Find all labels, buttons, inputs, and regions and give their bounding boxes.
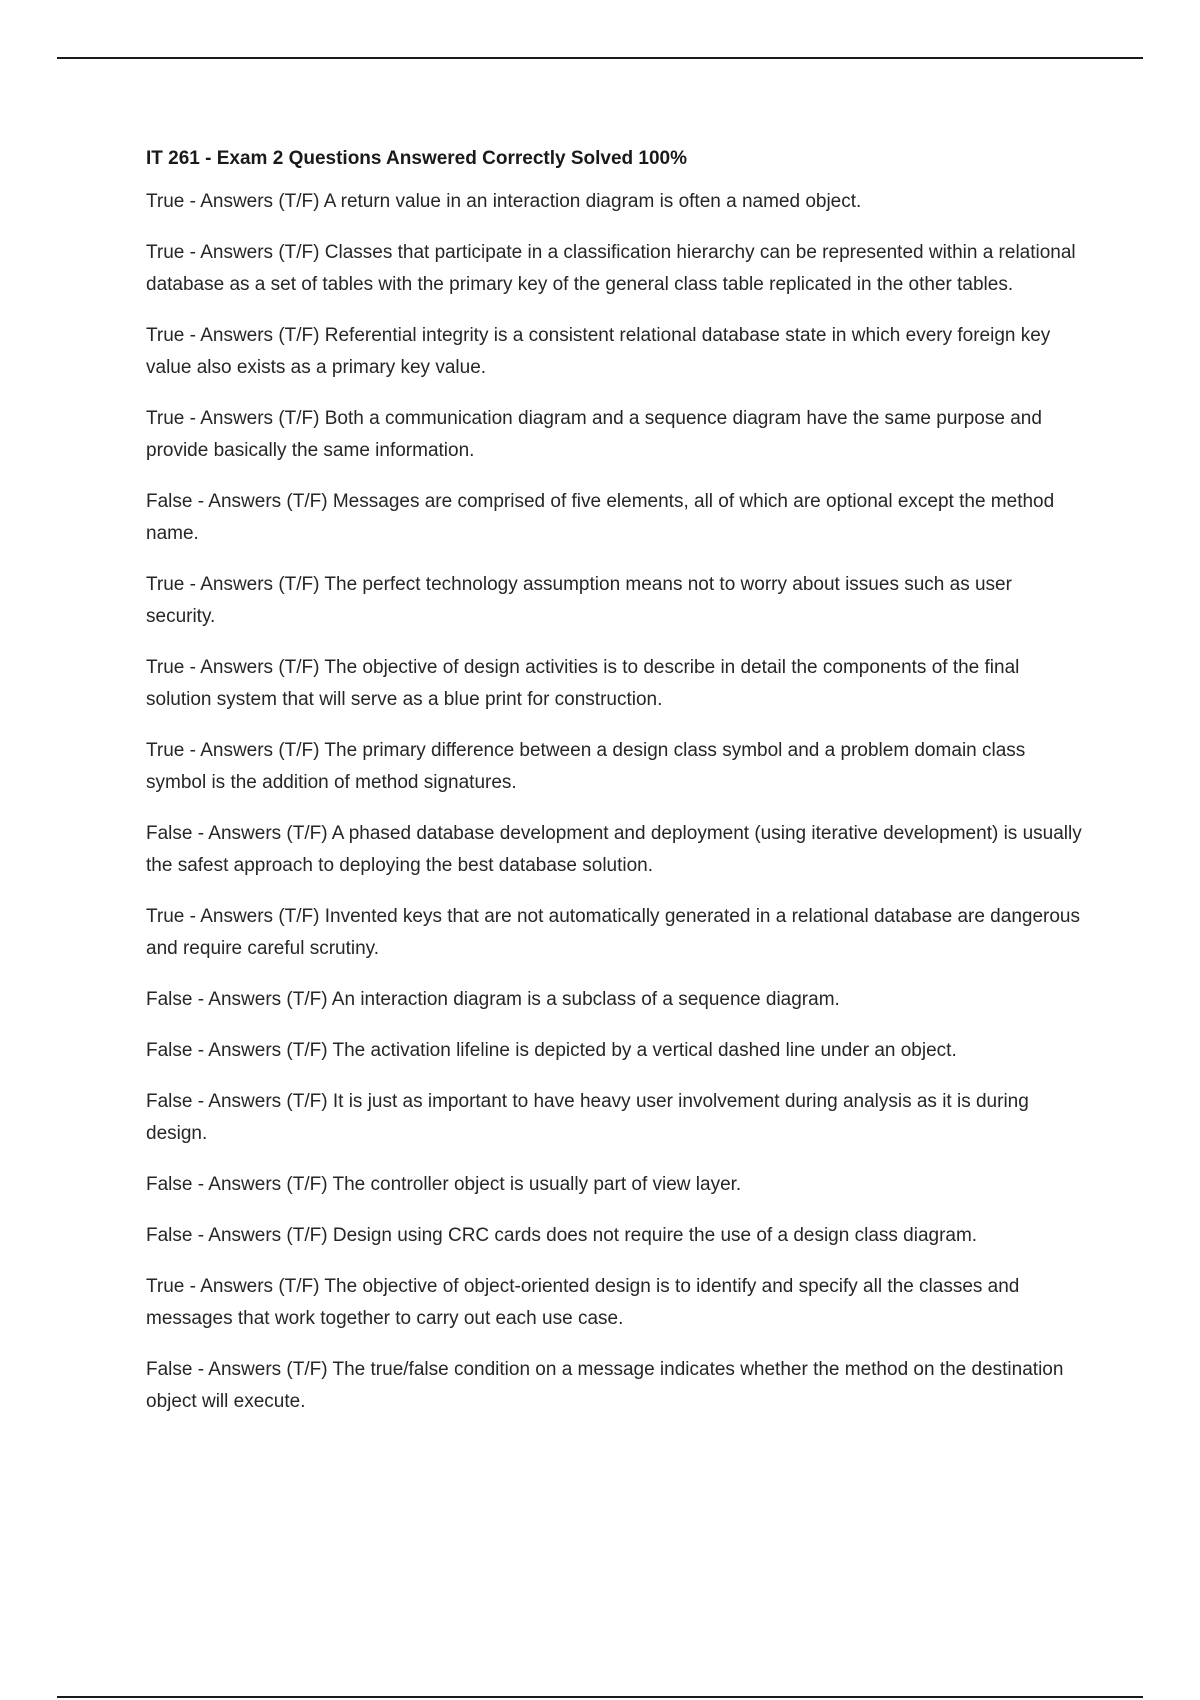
header-rule	[57, 57, 1143, 59]
answer-list	[146, 186, 1086, 1418]
footer-rule	[57, 1696, 1143, 1698]
answer-item: False - Answers (T/F) Design using CRC cards does not require the use of a design class diagram.	[146, 1225, 978, 1246]
answer-item: False - Answers (T/F) A phased database development and deployment (using iterative development) is usually the safest approach to deploying the best database solution.	[146, 823, 1082, 876]
answer-item: True - Answers (T/F) Both a communication diagram and a sequence diagram have the same purpose and provide basically the same information.	[146, 408, 1042, 461]
answer-item: True - Answers (T/F) A return value in an interaction diagram is often a named object.	[146, 191, 862, 212]
answer-item: True - Answers (T/F) The objective of design activities is to describe in detail the components of the final solution system that will serve as a blue print for construction.	[146, 657, 1020, 710]
answer-item: True - Answers (T/F) The perfect technology assumption means not to worry about issues such as user security.	[146, 574, 1012, 627]
answer-item: False - Answers (T/F) It is just as important to have heavy user involvement during analysis as it is during design.	[146, 1091, 1029, 1144]
answer-item: False - Answers (T/F) An interaction diagram is a subclass of a sequence diagram.	[146, 989, 840, 1010]
answer-item: True - Answers (T/F) The objective of object-oriented design is to identify and specify all the classes and messages that work together to carry out each use case.	[146, 1276, 1020, 1329]
answer-item: True - Answers (T/F) The primary difference between a design class symbol and a problem domain class symbol is the addition of method signatures.	[146, 740, 1026, 793]
document-title: IT 261 - Exam 2 Questions Answered Correctly Solved 100%	[146, 148, 688, 169]
answer-item: False - Answers (T/F) The activation lifeline is depicted by a vertical dashed line under an object.	[146, 1040, 957, 1061]
document-body	[146, 144, 1086, 1437]
answer-item: True - Answers (T/F) Invented keys that are not automatically generated in a relational database are dangerous and require careful scrutiny.	[146, 906, 1080, 959]
answer-item: False - Answers (T/F) The true/false condition on a message indicates whether the method on the destination object will execute.	[146, 1359, 1064, 1412]
answer-item: False - Answers (T/F) Messages are comprised of five elements, all of which are optional except the method name.	[146, 491, 1055, 544]
answer-item: False - Answers (T/F) The controller object is usually part of view layer.	[146, 1174, 742, 1195]
answer-item: True - Answers (T/F) Classes that participate in a classification hierarchy can be represented within a relational database as a set of tables with the primary key of the general class table replicated in the other tables.	[146, 242, 1076, 295]
answer-item: True - Answers (T/F) Referential integrity is a consistent relational database state in which every foreign key value also exists as a primary key value.	[146, 325, 1051, 378]
